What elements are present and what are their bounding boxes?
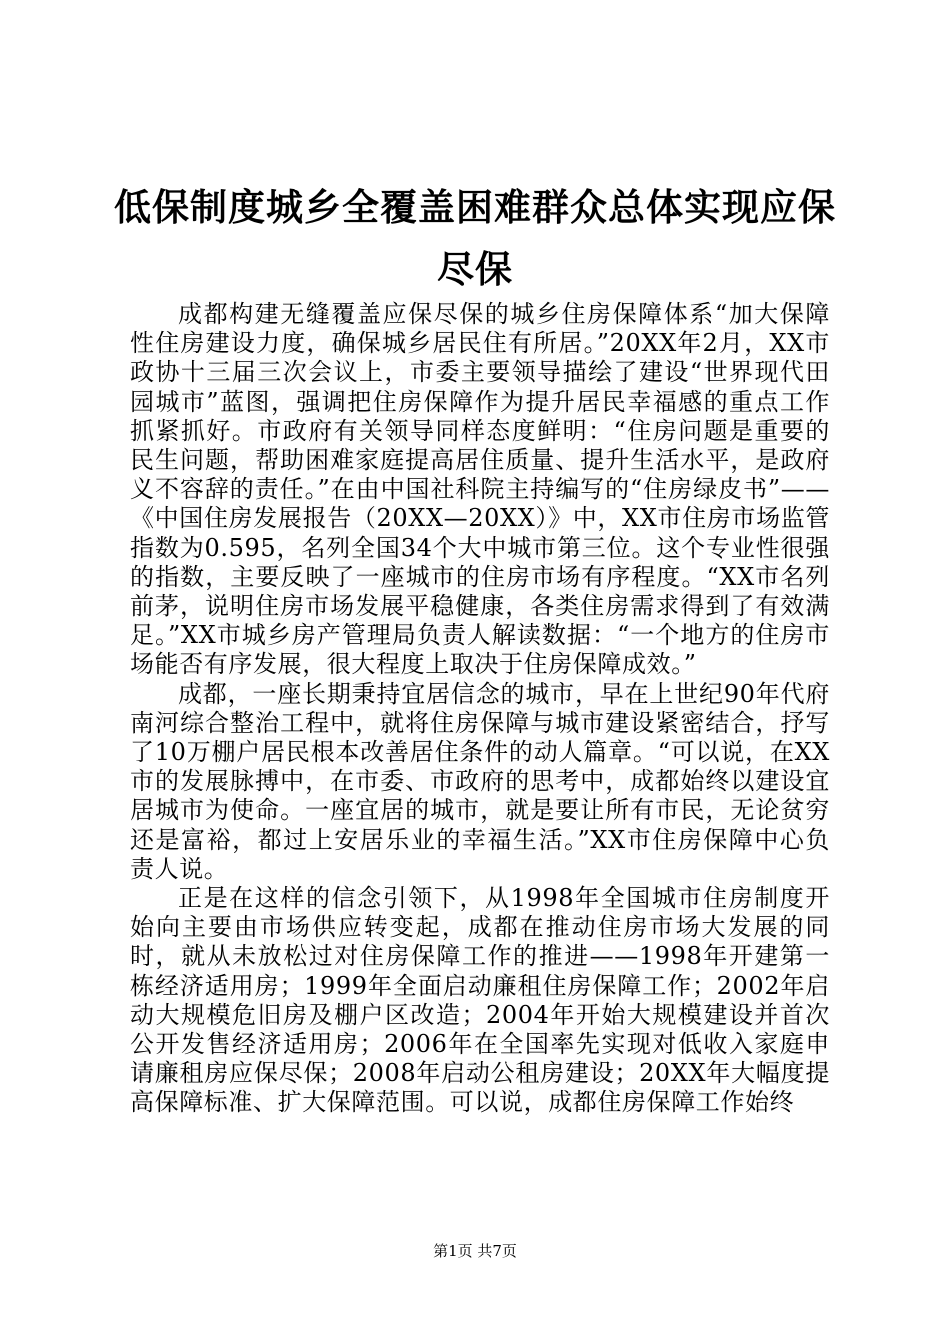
document-body (130, 300, 830, 1118)
paragraph-1: 成都构建无缝覆盖应保尽保的城乡住房保障体系“加大保障性住房建设力度，确保城乡居民住有所居。”20XX年2月，XX市政协十三届三次会议上，市委主要领导描绘了建设“世界现代田园城市”蓝图，强调把住房保障作为提升居民幸福感的重点工作抓紧抓好。市政府有关领导同样态度鲜明：“住房问题是重要的民生问题，帮助困难家庭提高居住质量、提升生活水平，是政府义不容辞的责任。”在由中国社科院主持编写的“住房绿皮书”——《中国住房发展报告（20XX—20XX）》中，XX市住房市场监管指数为0.595，名列全国34个大中城市第三位。这个专业性很强的指数，主要反映了一座城市的住房市场有序程度。“XX市名列前茅，说明住房市场发展平稳健康，各类住房需求得到了有效满足。”XX市城乡房产管理局负责人解读数据：“一个地方的住房市场能否有序发展，很大程度上取决于住房保障成效。” (130, 300, 830, 679)
page-footer: 第1页 共7页 (433, 1242, 517, 1260)
paragraph-2: 成都，一座长期秉持宜居信念的城市，早在上世纪90年代府南河综合整治工程中，就将住房保障与城市建设紧密结合，抒写了10万棚户居民根本改善居住条件的动人篇章。“可以说，在XX市的发展脉搏中，在市委、市政府的思考中，成都始终以建设宜居城市为使命。一座宜居的城市，就是要让所有市民，无论贫穷还是富裕，都过上安居乐业的幸福生活。”XX市住房保障中心负责人说。 (130, 679, 830, 883)
document-title: 低保制度城乡全覆盖困难群众总体实现应保尽保 (114, 185, 836, 291)
paragraph-3: 正是在这样的信念引领下，从1998年全国城市住房制度开始向主要由市场供应转变起，成都在推动住房市场大发展的同时，就从未放松过对住房保障工作的推进——1998年开建第一栋经济适用房；1999年全面启动廉租住房保障工作；2002年启动大规模危旧房及棚户区改造；2004年开始大规模建设并首次公开发售经济适用房；2006年在全国率先实现对低收入家庭申请廉租房应保尽保；2008年启动公租房建设；20XX年大幅度提高保障标准、扩大保障范围。可以说，成都住房保障工作始终 (130, 884, 830, 1117)
